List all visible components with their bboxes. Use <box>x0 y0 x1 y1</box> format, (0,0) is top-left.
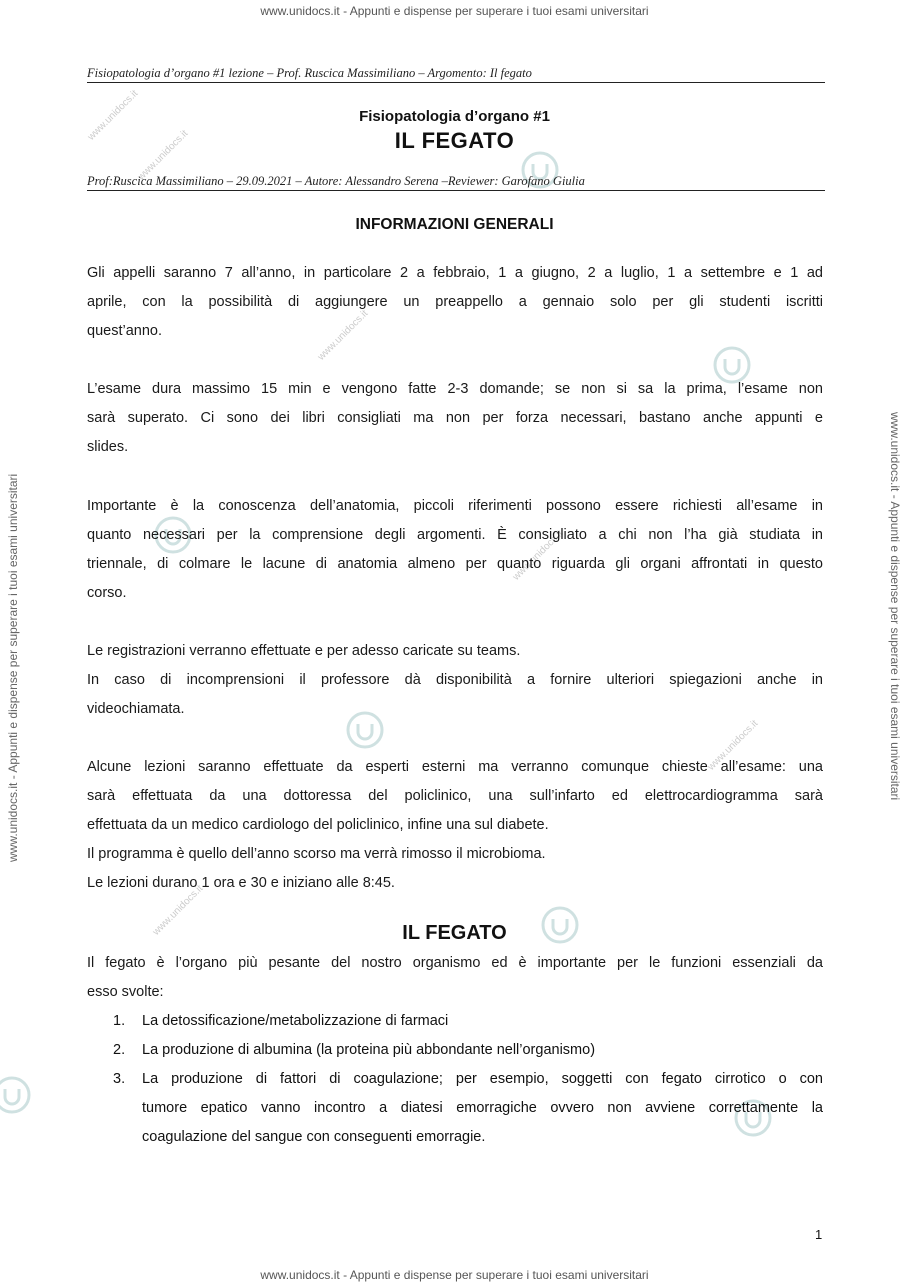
text-line: quanto necessari per la comprensione degli argomenti. È consigliato a chi non l’ha già studiata in <box>87 527 823 543</box>
text-line: Gli appelli saranno 7 all’anno, in particolare 2 a febbraio, 1 a giugno, 2 a luglio, 1 a settembre e 1 ad <box>87 265 823 281</box>
text-line: Il fegato è l’organo più pesante del nostro organismo ed è importante per le funzioni essenziali da <box>87 955 823 971</box>
watermark-bottom-banner: www.unidocs.it - Appunti e dispense per superare i tuoi esami universitari <box>260 1268 649 1282</box>
liver-functions-list <box>87 1007 823 1152</box>
text-line: esso svolte: <box>87 984 164 1000</box>
watermark-diagonal: www.unidocs.it <box>150 883 206 938</box>
text-line: aprile, con la possibilità di aggiungere un preappello a gennaio solo per gli studenti iscritti <box>87 294 823 310</box>
text-line: L’esame dura massimo 15 min e vengono fatte 2-3 domande; se non si sa la prima, l’esame non <box>87 381 823 397</box>
text-line: Le lezioni durano 1 ora e 30 e iniziano alle 8:45. <box>87 875 395 891</box>
watermark-diagonal: www.unidocs.it <box>315 308 371 363</box>
text-line: In caso di incomprensioni il professore dà disponibilità a fornire ulteriori spiegazioni anche in <box>87 672 823 688</box>
text-line: effettuata da un medico cardiologo del policlinico, infine una sul diabete. <box>87 817 549 833</box>
unidocs-logo-icon <box>0 1075 32 1115</box>
list-item <box>87 1065 823 1152</box>
list-item-number: 1. <box>113 1013 126 1029</box>
watermark-diagonal: www.unidocs.it <box>85 88 141 143</box>
text-line: sarà superato. Ci sono dei libri consigliati ma non per forza necessari, bastano anche appunti e <box>87 410 823 426</box>
watermark-top-banner: www.unidocs.it - Appunti e dispense per superare i tuoi esami universitari <box>260 4 649 18</box>
watermark-left-banner: www.unidocs.it - Appunti e dispense per superare i tuoi esami universitari <box>6 473 20 862</box>
list-item-text: tumore epatico vanno incontro a diatesi emorragiche ovvero non avviene correttamente la <box>142 1100 823 1116</box>
page-number: 1 <box>815 1227 823 1242</box>
paragraph-recordings <box>87 637 823 724</box>
text-line: Le registrazioni verranno effettuate e per adesso caricate su teams. <box>87 643 521 659</box>
text-line: Importante è la conoscenza dell’anatomia, piccoli riferimenti possono essere richiesti all’esame in <box>87 498 823 514</box>
document-title: IL FEGATO <box>394 128 515 153</box>
text-line: slides. <box>87 439 129 455</box>
credits-line: Prof:Ruscica Massimiliano – 29.09.2021 – Autore: Alessandro Serena –Reviewer: Garofano Giulia <box>87 174 585 188</box>
watermark-diagonal: www.unidocs.it <box>510 528 566 583</box>
list-item-number: 3. <box>113 1071 126 1087</box>
paragraph-exam-sessions <box>87 259 823 346</box>
list-item-text: coagulazione del sangue con conseguenti emorragie. <box>142 1129 486 1145</box>
document-subtitle: Fisiopatologia d’organo #1 <box>359 108 550 125</box>
credits-rule <box>87 190 825 191</box>
text-line: videochiamata. <box>87 701 185 717</box>
paragraph-liver-intro <box>87 949 823 1007</box>
list-item <box>87 1007 823 1036</box>
list-item-text: La produzione di fattori di coagulazione; per esempio, soggetti con fegato cirrotico o con <box>142 1071 823 1087</box>
list-item <box>87 1036 823 1065</box>
paragraph-external-lectures <box>87 753 823 898</box>
running-header: Fisiopatologia d’organo #1 lezione – Prof. Ruscica Massimiliano – Argomento: Il fegato <box>87 66 532 80</box>
text-line: quest’anno. <box>87 323 162 339</box>
section-heading-general-info: INFORMAZIONI GENERALI <box>355 216 554 233</box>
list-item-text: La produzione di albumina (la proteina più abbondante nell’organismo) <box>142 1042 596 1058</box>
watermark-diagonal: www.unidocs.it <box>135 128 191 183</box>
text-line: Il programma è quello dell’anno scorso ma verrà rimosso il microbioma. <box>87 846 546 862</box>
list-item-text: La detossificazione/metabolizzazione di farmaci <box>142 1013 449 1029</box>
paragraph-anatomy <box>87 492 823 608</box>
paragraph-exam-format <box>87 375 823 462</box>
text-line: triennale, di colmare le lacune di anatomia almeno per quanto riguarda gli organi affrontati in questo <box>87 556 823 572</box>
text-line: sarà effettuata da una dottoressa del policlinico, una sull’infarto ed elettrocardiogramma sarà <box>87 788 823 804</box>
list-item-number: 2. <box>113 1042 126 1058</box>
header-rule <box>87 82 825 83</box>
text-line: corso. <box>87 585 127 601</box>
watermark-right-banner: www.unidocs.it - Appunti e dispense per superare i tuoi esami universitari <box>888 412 902 801</box>
section-heading-liver: IL FEGATO <box>402 922 507 944</box>
text-line: Alcune lezioni saranno effettuate da esperti esterni ma verranno comunque chieste all’esame: una <box>87 759 823 775</box>
watermark-diagonal: www.unidocs.it <box>705 718 761 773</box>
